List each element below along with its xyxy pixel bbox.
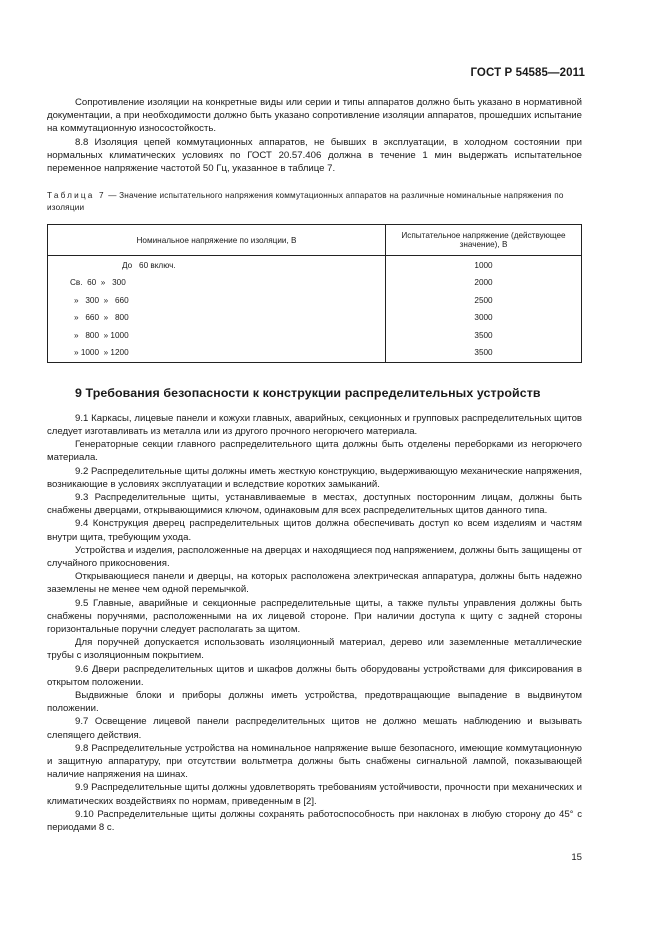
paragraph: Выдвижные блоки и приборы должны иметь устройства, предотвращающие выпадение в выдвинутом положении. bbox=[47, 690, 582, 715]
header-test-voltage: Испытательное напряжение (действующее значение), В bbox=[386, 225, 582, 256]
cell-test-voltage: 3000 bbox=[386, 309, 582, 327]
paragraph: Устройства и изделия, расположенные на дверцах и находящиеся под напряжением, должны быть защищены от случайного прикосновения. bbox=[47, 544, 582, 570]
cell-nominal-voltage: » 800 » 1000 bbox=[48, 327, 386, 345]
document-header: ГОСТ Р 54585—2011 bbox=[470, 67, 585, 79]
table-row bbox=[48, 291, 582, 309]
table-row bbox=[48, 256, 582, 274]
paragraph: 9.7 Освещение лицевой панели распределительных щитов не должно мешать наблюдению и вызывать слепящего действия. bbox=[47, 716, 582, 741]
section-9-title: 9 Требования безопасности к конструкции распределительных устройств bbox=[75, 385, 541, 400]
table-row bbox=[48, 309, 582, 327]
cell-nominal-voltage: До 60 включ. bbox=[48, 256, 386, 274]
section-9-body bbox=[47, 412, 582, 835]
paragraph: 9.8 Распределительные устройства на номинальное напряжение выше безопасного, имеющие коммутационную и защитную аппаратуру, при отсутствии вольтметра должны быть снабжены сигнальной лампой, показывающей наличие напряжения на шинах. bbox=[47, 742, 582, 781]
paragraph: 9.2 Распределительные щиты должны иметь жесткую конструкцию, выдерживающую механические напряжения, возникающие в условиях эксплуатации и вследствие коротких замыканий. bbox=[47, 465, 582, 490]
paragraph: 9.9 Распределительные щиты должны удовлетворять требованиям устойчивости, прочности при механических и климатических воздействиях по нормам, приведенным в [2]. bbox=[47, 782, 582, 807]
table-body bbox=[48, 256, 582, 363]
header-nominal-voltage: Номинальное напряжение по изоляции, В bbox=[48, 225, 386, 256]
table-row bbox=[48, 274, 582, 292]
table-7 bbox=[47, 224, 582, 363]
cell-nominal-voltage: Св. 60 » 300 bbox=[48, 274, 386, 292]
paragraph: Сопротивление изоляции на конкретные виды или серии и типы аппаратов должно быть указано в нормативной документации, а при необходимости должно быть указано сопротивление изоляции аппаратов, прошедших испытание на коммутационную износостойкость. bbox=[47, 97, 582, 135]
table-caption-text: — Значение испытательного напряжения коммутационных аппаратов на различные номинальные напряжения по изоляции bbox=[47, 191, 564, 212]
cell-nominal-voltage: » 1000 » 1200 bbox=[48, 344, 386, 362]
paragraph: 9.6 Двери распределительных щитов и шкафов должны быть оборудованы устройствами для фиксирования в открытом положении. bbox=[47, 663, 582, 688]
paragraph: 8.8 Изоляция цепей коммутационных аппаратов, не бывших в эксплуатации, в холодном состоянии при нормальных климатических условиях по ГОСТ 20.57.406 должна в течение 1 мин выдержать испытательное переменное напряжение частотой 50 Гц, указанное в таблице 7. bbox=[47, 136, 582, 175]
paragraph: 9.10 Распределительные щиты должны сохранять работоспособность при наклонах в любую сторону до 45° с периодами 8 с. bbox=[47, 808, 582, 834]
cell-test-voltage: 2000 bbox=[386, 274, 582, 292]
cell-test-voltage: 2500 bbox=[386, 291, 582, 309]
intro-block bbox=[47, 96, 582, 175]
cell-nominal-voltage: » 660 » 800 bbox=[48, 309, 386, 327]
table-caption bbox=[47, 190, 582, 213]
page-number: 15 bbox=[571, 852, 582, 863]
table-row bbox=[48, 344, 582, 362]
table-caption-label: Таблица 7 bbox=[47, 191, 106, 201]
paragraph: 9.5 Главные, аварийные и секционные распределительные щиты, а также пульты управления должны быть снабжены поручнями, расположенными на их лицевой стороне. При наличии доступа к щиту с задней стороны горизонтальные поручни следует располагать за щитом. bbox=[47, 597, 582, 636]
cell-test-voltage: 3500 bbox=[386, 327, 582, 345]
table-row bbox=[48, 327, 582, 345]
paragraph: 9.4 Конструкция дверец распределительных щитов должна обеспечивать доступ ко всем изделиям и частям внутри щита, требующим ухода. bbox=[47, 518, 582, 543]
cell-test-voltage: 1000 bbox=[386, 256, 582, 274]
paragraph: 9.1 Каркасы, лицевые панели и кожухи главных, аварийных, секционных и групповых распределительных щитов следует изготавливать из металла или из другого прочного негорючего материала. bbox=[47, 412, 582, 437]
paragraph: Открывающиеся панели и дверцы, на которых расположена электрическая аппаратура, должны быть надежно заземлены не менее чем одной перемычкой. bbox=[47, 571, 582, 596]
table-header-row bbox=[48, 225, 582, 256]
page-content bbox=[47, 96, 582, 834]
cell-test-voltage: 3500 bbox=[386, 344, 582, 362]
paragraph: 9.3 Распределительные щиты, устанавливаемые в местах, доступных посторонним лицам, должны быть снабжены дверцами, открывающимися ключом, одинаковым для всех распределительных щитов данного типа. bbox=[47, 492, 582, 517]
cell-nominal-voltage: » 300 » 660 bbox=[48, 291, 386, 309]
paragraph: Генераторные секции главного распределительного щита должны быть отделены переборками из негорючего материала. bbox=[47, 439, 582, 464]
paragraph: Для поручней допускается использовать изоляционный материал, дерево или заземленные металлические трубы с изоляционным покрытием. bbox=[47, 637, 582, 662]
